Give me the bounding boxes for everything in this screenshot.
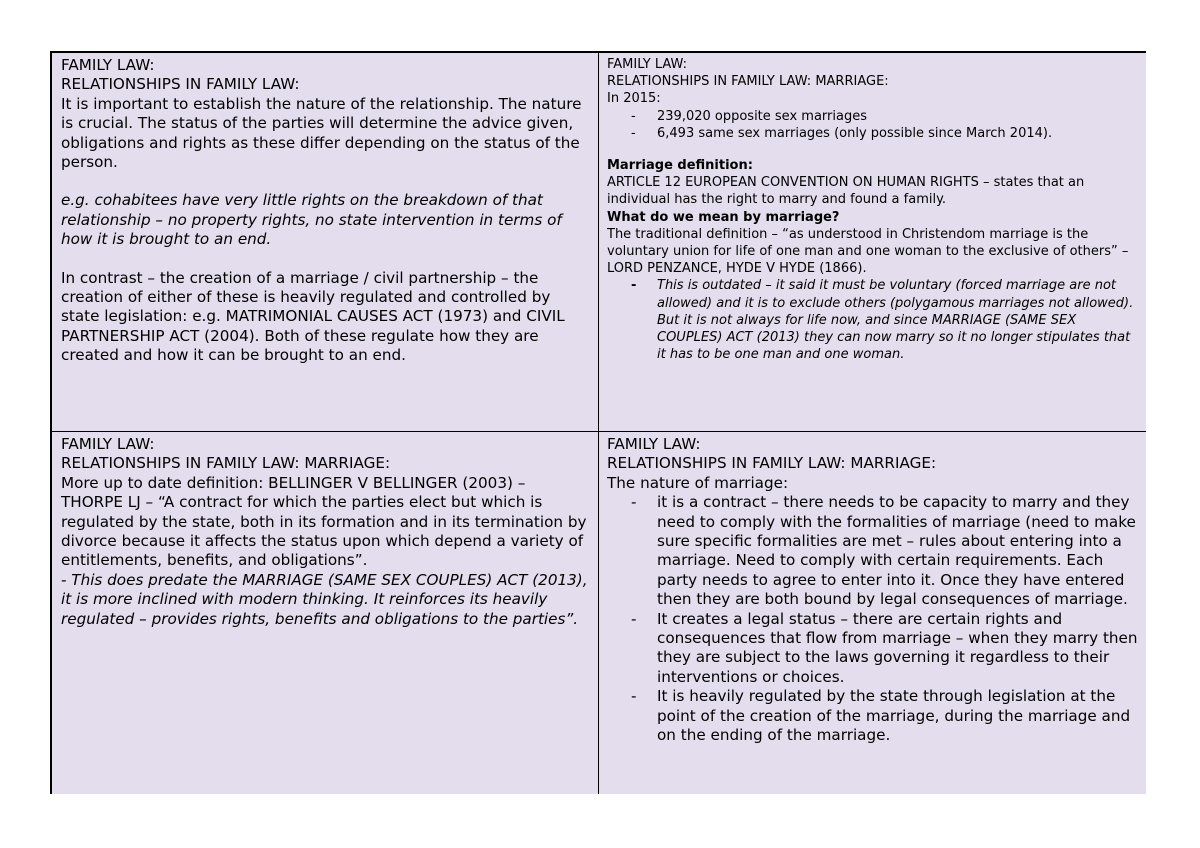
dash-bullet: - xyxy=(631,687,637,706)
dash-bullet: - xyxy=(631,125,636,141)
dash-bullet: - xyxy=(631,609,637,628)
cell-title: FAMILY LAW: xyxy=(61,435,155,453)
question-heading: What do we mean by marriage? xyxy=(607,209,840,225)
cohabitees-example: e.g. cohabitees have very little rights on the breakdown of that relationship – no property rights, no state intervention in terms of how it is brought to an end. xyxy=(61,191,562,249)
cell-subtitle: RELATIONSHIPS IN FAMILY LAW: MARRIAGE: xyxy=(607,454,937,473)
definition-heading: Marriage definition: xyxy=(607,158,753,174)
cell-modern-definition xyxy=(52,432,599,794)
definition-text: ARTICLE 12 EUROPEAN CONVENTION ON HUMAN RIGHTS – states that an individual has the right to marry and found a family. xyxy=(607,175,1085,208)
stat-opposite-sex: 239,020 opposite sex marriages xyxy=(657,108,867,124)
cell-title: FAMILY LAW: xyxy=(607,435,701,453)
stat-same-sex: 6,493 same sex marriages (only possible since March 2014). xyxy=(657,125,1053,141)
outdated-point: This is outdated – it said it must be voluntary (forced marriage are not allowed) and it is to exclude others (polygamous marriages not allowed). But it is not always for life now, and since MARRIAGE (SAME SEX COUPLES) ACT (2013) they can now marry so it no longer stipulates that it has to be one man and one woman. xyxy=(657,278,1134,363)
point-legal-status: It creates a legal status – there are certain rights and consequences that flow from marriage – when they marry then they are subject to the laws governing it regardless to their interventions or choices. xyxy=(657,609,1138,686)
list-item xyxy=(607,108,1138,125)
list-item xyxy=(607,610,1138,688)
cell-title: FAMILY LAW: xyxy=(61,56,155,74)
contrast-paragraph: In contrast – the creation of a marriage / civil partnership – the creation of either of these is heavily regulated and controlled by state legislation: e.g. MATRIMONIAL CAUSES ACT (1973) and CIVIL PARTNERSHIP ACT (2004). Both of these regulate how they are created and how it can be brought to an end. xyxy=(61,268,565,365)
cell-subtitle: RELATIONSHIPS IN FAMILY LAW: MARRIAGE: xyxy=(61,454,391,473)
year-label: In 2015: xyxy=(607,91,661,107)
dash-bullet: - xyxy=(631,493,637,512)
nature-intro: The nature of marriage: xyxy=(607,473,789,492)
list-item xyxy=(607,277,1138,363)
cell-nature-of-marriage xyxy=(599,432,1146,794)
point-contract: it is a contract – there needs to be capacity to marry and they need to comply with the formalities of marriage (need to make sure specific formalities are met – rules about entering into a marriage. Need to comply with certain requirements. Each party needs to agree to enter into it. Once they have entered then they are both bound by legal consequences of marriage. xyxy=(657,493,1136,609)
intro-paragraph: It is important to establish the nature of the relationship. The nature is crucial. The status of the parties will determine the advice given, obligations and rights as these differ depending on the status of the person. xyxy=(61,94,582,172)
nature-points-list xyxy=(607,493,1138,745)
list-item xyxy=(607,493,1138,609)
cell-subtitle: RELATIONSHIPS IN FAMILY LAW: MARRIAGE: xyxy=(607,74,889,90)
dash-bullet: - xyxy=(631,108,636,124)
cell-marriage-definition xyxy=(599,53,1146,432)
bellinger-paragraph: More up to date definition: BELLINGER V BELLINGER (2003) – THORPE LJ – “A contract for which the parties elect but which is regulated by the state, both in its formation and in its termination by divorce because it affects the status upon which depend a variety of entitlements, benefits, and obligations”. xyxy=(61,473,587,570)
revision-card-table xyxy=(50,51,1146,794)
point-regulated: It is heavily regulated by the state through legislation at the point of the creation of the marriage, during the marriage and on the ending of the marriage. xyxy=(657,687,1131,745)
outdated-list xyxy=(607,277,1138,363)
predate-note: - This does predate the MARRIAGE (SAME SEX COUPLES) ACT (2013), it is more inclined with modern thinking. It reinforces its heavily regulated – provides rights, benefits and obligations to the parties”. xyxy=(61,570,588,628)
marriage-stats-list xyxy=(607,108,1138,142)
list-item xyxy=(607,125,1138,142)
traditional-definition: The traditional definition – “as understood in Christendom marriage is the voluntary union for life of one man and one woman to the exclusive of others” – LORD PENZANCE, HYDE V HYDE (1866). xyxy=(607,226,1129,277)
cell-subtitle: RELATIONSHIPS IN FAMILY LAW: xyxy=(61,75,300,94)
list-item xyxy=(607,687,1138,745)
cell-relationships xyxy=(52,53,599,432)
dash-bullet: - xyxy=(631,278,637,294)
cell-title: FAMILY LAW: xyxy=(607,57,688,72)
